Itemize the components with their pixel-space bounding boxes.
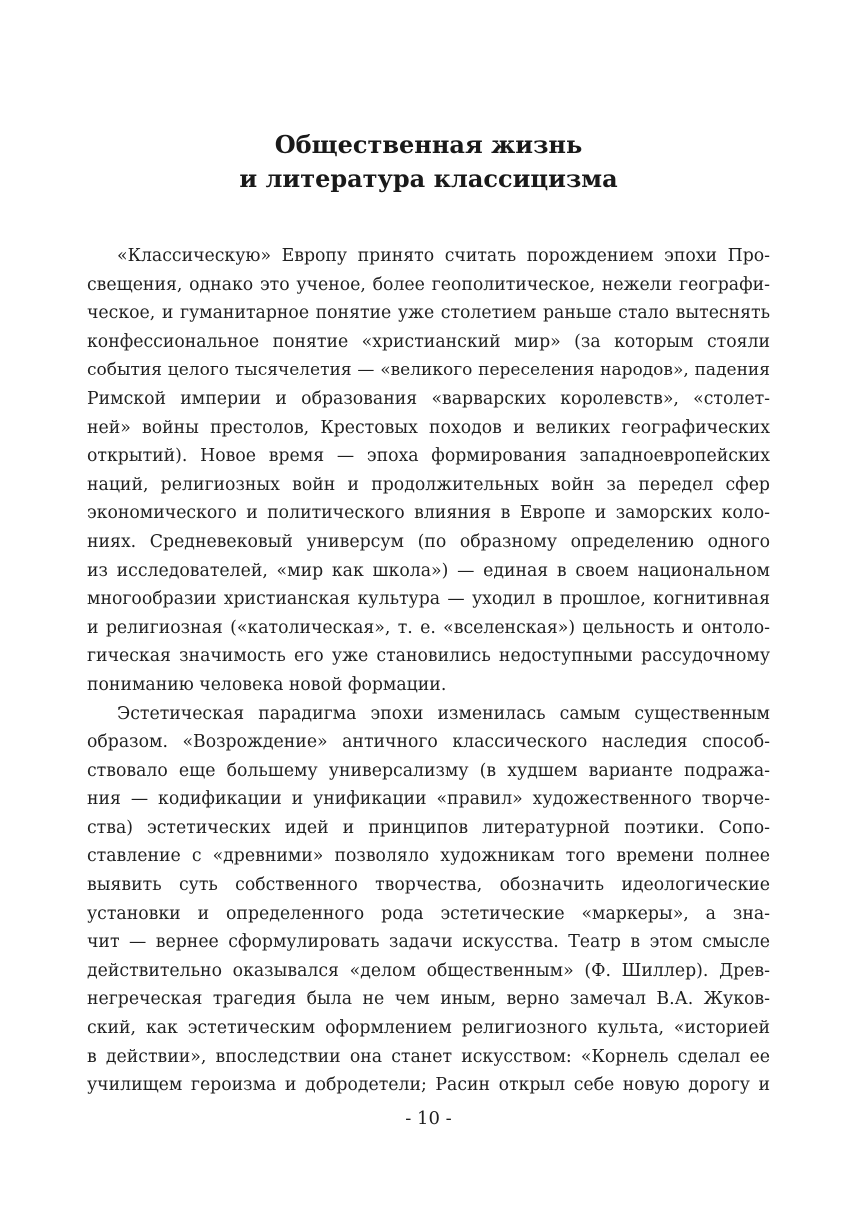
- text-line: гическая значимость его уже становились недоступными рассудочному: [87, 646, 770, 667]
- text-line: действительно оказывался «делом общественным» (Ф. Шиллер). Древ-: [87, 960, 770, 981]
- text-line: ческое, и гуманитарное понятие уже столетием раньше стало вытеснять: [87, 303, 770, 324]
- text-line: ства) эстетических идей и принципов литературной поэтики. Сопо-: [87, 817, 770, 838]
- text-line: из исследователей, «мир как школа») — единая в своем национальном: [87, 560, 770, 581]
- text-line: наций, религиозных войн и продолжительных войн за передел сфер: [87, 474, 770, 495]
- chapter-title-line-2: и литература классицизма: [239, 164, 618, 193]
- text-line: образом. «Возрождение» античного классического наследия способ-: [87, 732, 770, 753]
- text-line: ней» войны престолов, Крестовых походов и великих географических: [87, 417, 770, 438]
- text-line: пониманию человека новой формации.: [87, 674, 447, 695]
- page-number: - 10 -: [405, 1108, 452, 1129]
- body-text: [87, 242, 770, 1100]
- text-line: ский, как эстетическим оформлением религиозного культа, «историей: [87, 1018, 770, 1039]
- chapter-title-line-1: Общественная жизнь: [274, 130, 583, 159]
- text-line: Эстетическая парадигма эпохи изменилась самым существенным: [117, 703, 770, 724]
- text-line: ствовало еще большему универсализму (в худшем варианте подража-: [87, 760, 770, 781]
- text-line: выявить суть собственного творчества, обозначить идеологические: [87, 875, 770, 896]
- text-line: ниях. Средневековый универсум (по образному определению одного: [87, 531, 770, 552]
- text-line: ния — кодификации и унификации «правил» художественного творче-: [87, 789, 770, 810]
- text-line: установки и определенного рода эстетические «маркеры», а зна-: [87, 903, 770, 924]
- text-line: чит — вернее сформулировать задачи искусства. Театр в этом смысле: [87, 932, 770, 953]
- text-line: открытий). Новое время — эпоха формирования западноевропейских: [87, 446, 770, 467]
- paragraph-2: [87, 700, 770, 1100]
- text-line: Римской империи и образования «варварских королевств», «столет-: [87, 388, 770, 409]
- text-line: многообразии христианская культура — уходил в прошлое, когнитивная: [87, 589, 770, 610]
- text-line: «Классическую» Европу принято считать порождением эпохи Про-: [117, 246, 770, 266]
- text-line: училищем героизма и добродетели; Расин открыл себе новую дорогу и: [87, 1075, 770, 1096]
- text-line: негреческая трагедия была не чем иным, верно замечал В.А. Жуков-: [87, 989, 770, 1010]
- text-line: в действии», впоследствии она станет искусством: «Корнель сделал ее: [87, 1046, 770, 1067]
- text-line: экономического и политического влияния в Европе и заморских коло-: [87, 503, 770, 524]
- text-line: ставление с «древними» позволяло художникам того времени полнее: [87, 846, 770, 867]
- text-line: и религиозная («католическая», т. е. «вселенская») цельность и онтоло-: [87, 617, 770, 638]
- text-line: конфессиональное понятие «христианский мир» (за которым стояли: [87, 331, 770, 352]
- paragraph-1: [87, 242, 770, 700]
- chapter-title: [0, 128, 857, 196]
- text-line: события целого тысячелетия — «великого переселения народов», падения: [87, 360, 770, 381]
- text-line: свещения, однако это ученое, более геополитическое, нежели географи-: [87, 274, 770, 295]
